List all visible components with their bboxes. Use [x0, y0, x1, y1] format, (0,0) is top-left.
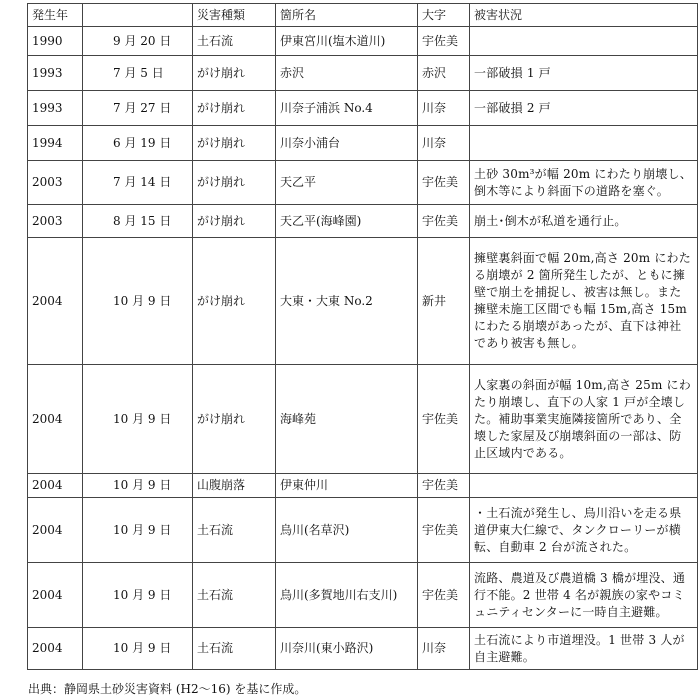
cell-damage: 擁壁裏斜面で幅 20m,高さ 20m にわたる崩壊が 2 箇所発生したが、ともに擁壁で崩土を捕捉し、被害は無し。また擁壁未施工区間でも幅 15m,高さ 15m にわたる崩壊があったが、直下は神社であり被害も無し。	[470, 238, 698, 365]
cell-year: 2004	[28, 365, 83, 474]
cell-place-name: 川奈川(東小路沢)	[276, 628, 418, 670]
cell-aza: 川奈	[418, 126, 470, 161]
cell-disaster-type: がけ崩れ	[193, 365, 276, 474]
table-row	[28, 205, 698, 238]
cell-aza: 赤沢	[418, 56, 470, 91]
cell-place-name: 烏川(名草沢)	[276, 498, 418, 563]
cell-date: 10 月 9 日	[83, 628, 193, 670]
cell-aza: 川奈	[418, 91, 470, 126]
cell-disaster-type: 土石流	[193, 563, 276, 628]
cell-aza: 宇佐美	[418, 161, 470, 205]
cell-aza: 宇佐美	[418, 474, 470, 498]
table-row	[28, 628, 698, 670]
cell-place-name: 赤沢	[276, 56, 418, 91]
cell-place-name: 川奈子浦浜 No.4	[276, 91, 418, 126]
header-year: 発生年	[28, 4, 83, 27]
cell-aza: 川奈	[418, 628, 470, 670]
header-damage: 被害状況	[470, 4, 698, 27]
cell-date: 10 月 9 日	[83, 238, 193, 365]
cell-aza: 宇佐美	[418, 365, 470, 474]
cell-damage: 一部破損 2 戸	[470, 91, 698, 126]
cell-disaster-type: 土石流	[193, 498, 276, 563]
table-row	[28, 563, 698, 628]
table-row	[28, 27, 698, 56]
table-row	[28, 56, 698, 91]
cell-damage: 土石流により市道埋没。1 世帯 3 人が自主避難。	[470, 628, 698, 670]
cell-place-name: 天乙平	[276, 161, 418, 205]
cell-date: 10 月 9 日	[83, 474, 193, 498]
cell-date: 10 月 9 日	[83, 498, 193, 563]
header-disaster-type: 災害種類	[193, 4, 276, 27]
cell-year: 2004	[28, 628, 83, 670]
cell-disaster-type: がけ崩れ	[193, 161, 276, 205]
cell-place-name: 天乙平(海峰園)	[276, 205, 418, 238]
cell-date: 7 月 5 日	[83, 56, 193, 91]
cell-year: 2004	[28, 498, 83, 563]
cell-year: 1994	[28, 126, 83, 161]
cell-place-name: 烏川(多賀地川右支川)	[276, 563, 418, 628]
cell-place-name: 伊東宮川(塩木道川)	[276, 27, 418, 56]
cell-aza: 宇佐美	[418, 205, 470, 238]
cell-date: 10 月 9 日	[83, 365, 193, 474]
cell-disaster-type: がけ崩れ	[193, 126, 276, 161]
header-place-name: 箇所名	[276, 4, 418, 27]
cell-date: 10 月 9 日	[83, 563, 193, 628]
header-date	[83, 4, 193, 27]
cell-year: 2004	[28, 474, 83, 498]
header-row	[28, 4, 698, 27]
table-row	[28, 126, 698, 161]
cell-damage: 崩土･倒木が私道を通行止。	[470, 205, 698, 238]
cell-damage: 一部破損 1 戸	[470, 56, 698, 91]
cell-disaster-type: 土石流	[193, 27, 276, 56]
cell-year: 1993	[28, 56, 83, 91]
cell-year: 1993	[28, 91, 83, 126]
table-row	[28, 365, 698, 474]
cell-disaster-type: がけ崩れ	[193, 56, 276, 91]
cell-disaster-type: がけ崩れ	[193, 238, 276, 365]
cell-year: 1990	[28, 27, 83, 56]
table-row	[28, 161, 698, 205]
source-note: 出典：静岡県土砂災害資料 (H2～16) を基に作成。	[28, 682, 307, 696]
cell-disaster-type: 山腹崩落	[193, 474, 276, 498]
cell-place-name: 大東・大東 No.2	[276, 238, 418, 365]
table-row	[28, 474, 698, 498]
cell-date: 7 月 14 日	[83, 161, 193, 205]
cell-damage	[470, 126, 698, 161]
table-row	[28, 91, 698, 126]
cell-damage: 人家裏の斜面が幅 10m,高さ 25m にわたり崩壊し、直下の人家 1 戸が全壊した。補助事業実施隣接箇所であり、全壊した家屋及び崩壊斜面の一部は、防止区域内である。	[470, 365, 698, 474]
cell-damage: ・土石流が発生し、烏川沿いを走る県道伊東大仁線で、タンクローリーが横転、自動車 2 台が流された。	[470, 498, 698, 563]
cell-disaster-type: がけ崩れ	[193, 91, 276, 126]
table-header	[28, 4, 698, 27]
table-row	[28, 498, 698, 563]
cell-place-name: 海峰苑	[276, 365, 418, 474]
cell-damage	[470, 474, 698, 498]
cell-damage	[470, 27, 698, 56]
cell-aza: 宇佐美	[418, 498, 470, 563]
cell-year: 2004	[28, 238, 83, 365]
cell-date: 6 月 19 日	[83, 126, 193, 161]
cell-place-name: 伊東仲川	[276, 474, 418, 498]
table-row	[28, 238, 698, 365]
header-aza: 大字	[418, 4, 470, 27]
cell-damage: 土砂 30m³が幅 20m にわたり崩壊し、倒木等により斜面下の道路を塞ぐ。	[470, 161, 698, 205]
cell-year: 2003	[28, 205, 83, 238]
cell-aza: 宇佐美	[418, 563, 470, 628]
disaster-history-table	[27, 3, 698, 670]
cell-year: 2003	[28, 161, 83, 205]
cell-date: 8 月 15 日	[83, 205, 193, 238]
cell-damage: 流路、農道及び農道橋 3 橋が埋没、通行不能。2 世帯 4 名が親族の家やコミュニティセンターに一時自主避難。	[470, 563, 698, 628]
table-body	[28, 27, 698, 670]
cell-date: 9 月 20 日	[83, 27, 193, 56]
cell-date: 7 月 27 日	[83, 91, 193, 126]
cell-aza: 宇佐美	[418, 27, 470, 56]
cell-place-name: 川奈小浦台	[276, 126, 418, 161]
cell-year: 2004	[28, 563, 83, 628]
cell-disaster-type: 土石流	[193, 628, 276, 670]
cell-aza: 新井	[418, 238, 470, 365]
cell-disaster-type: がけ崩れ	[193, 205, 276, 238]
